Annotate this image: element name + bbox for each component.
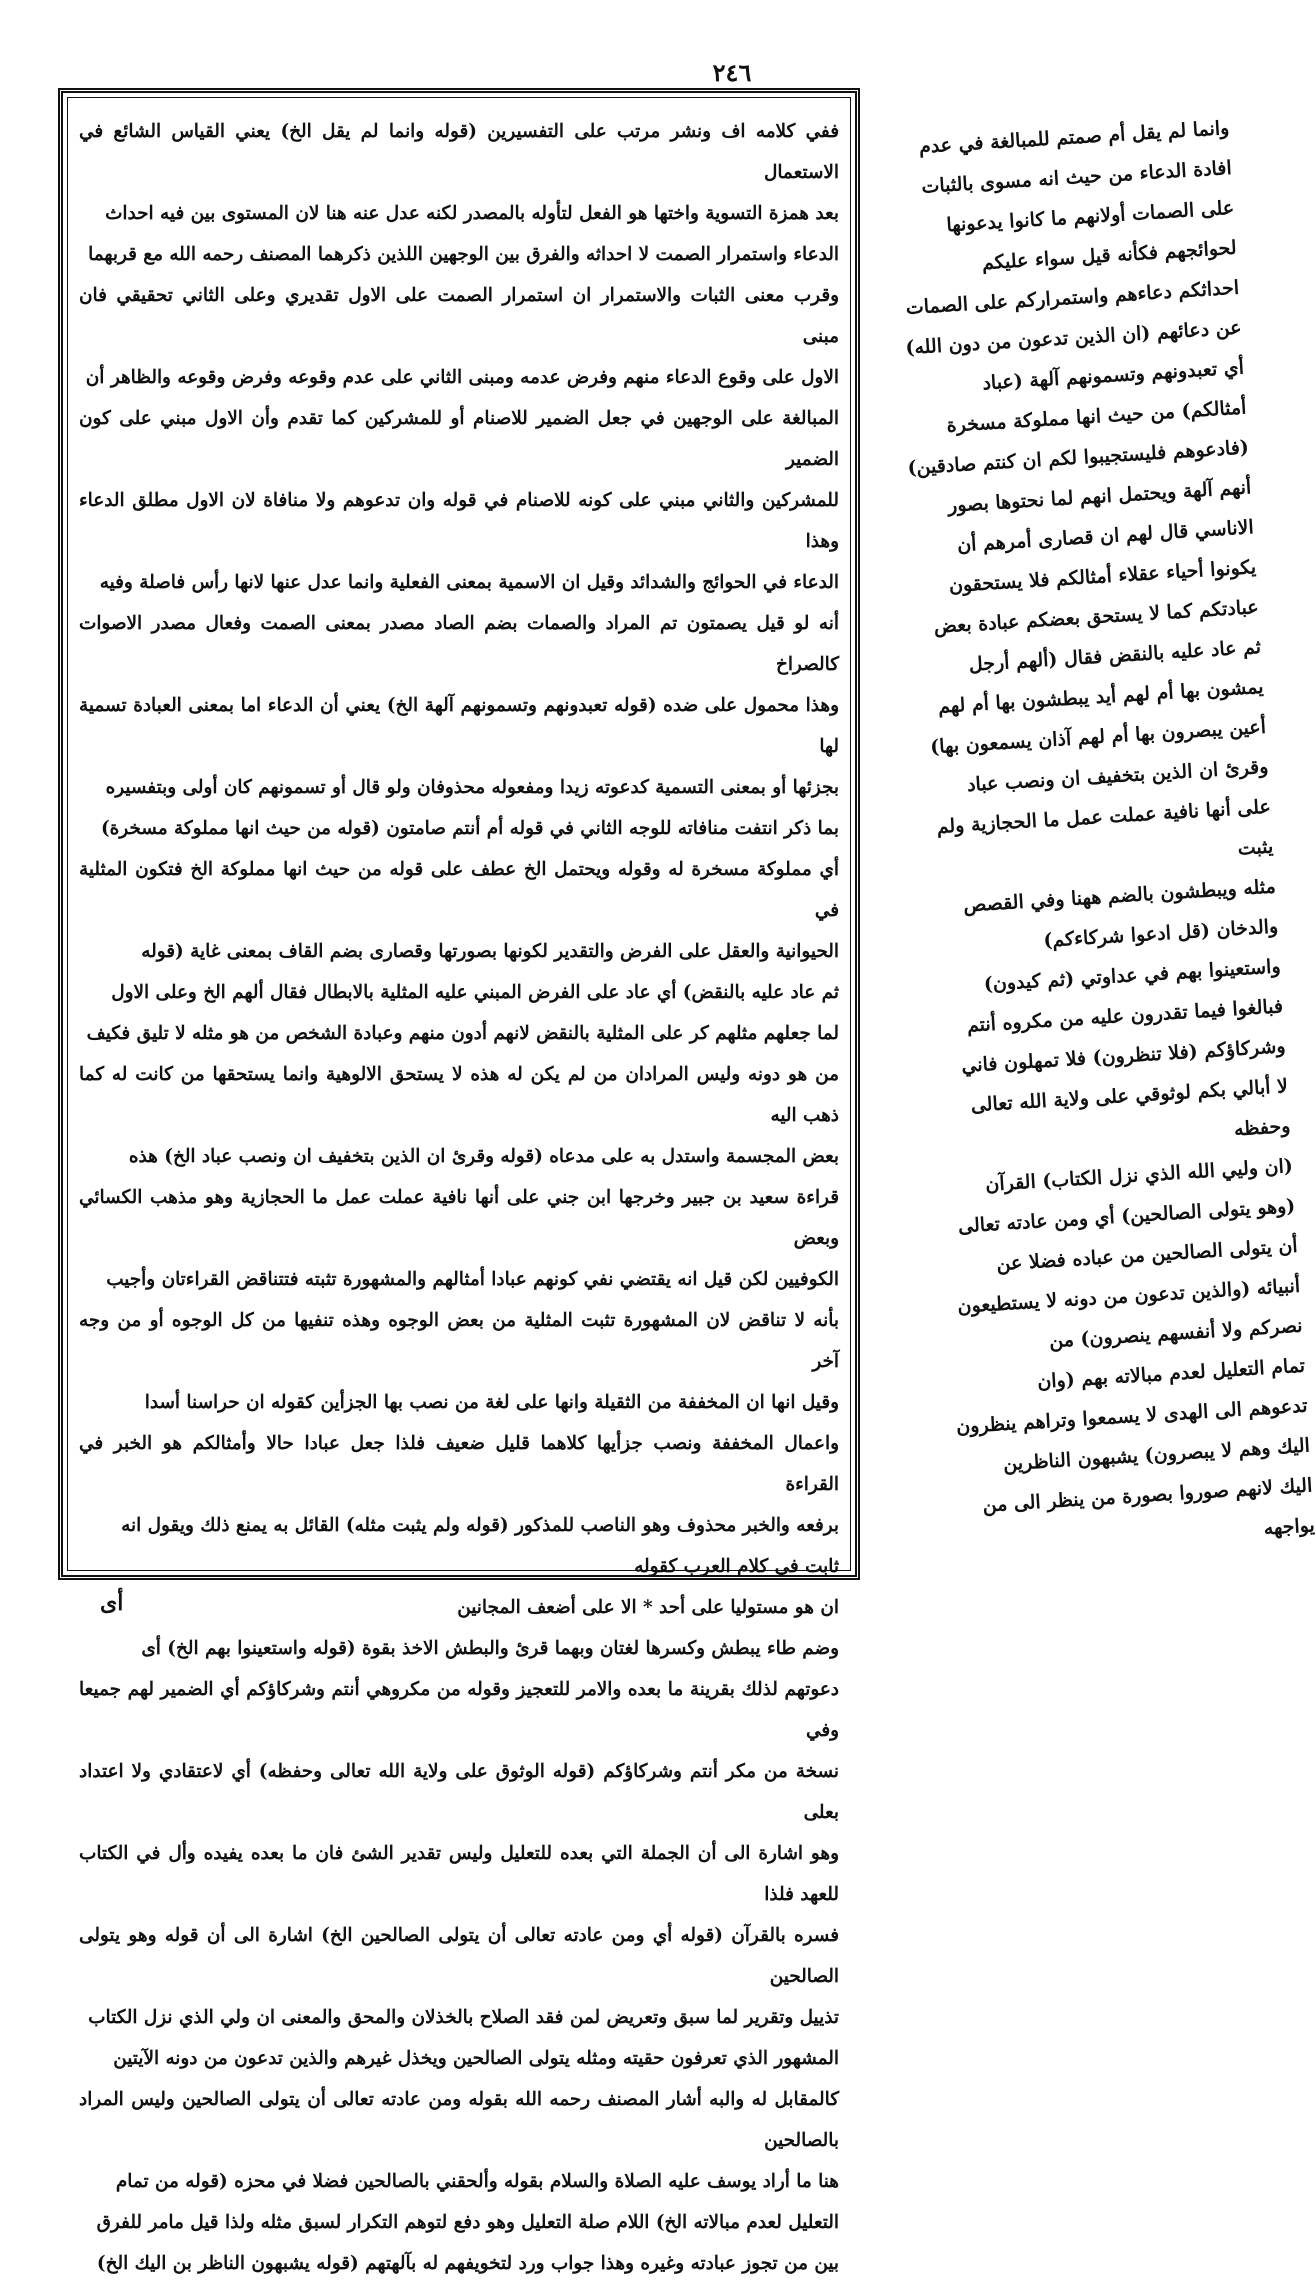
margin-commentary-text: وانما لم يقل أم صمتم للمبالغة في عدم افادة الدعاء من حيث انه مسوى بالثبات على الصمات أولانهم ما كانوا يدعونها لحوائجهم فكأنه قيل سواء عليكم احداثكم دعاءهم واستمراركم على الصمات عن دعائهم (ان الذين تدعون من دون الله) أي تعبدونهم وتسمونهم آلهة (عباد أمثالكم) من حيث انها مملوكة مسخرة (فادعوهم فليستجيبوا لكم ان كنتم صادقين) أنهم آلهة ويحتمل انهم لما نحتوها بصور الاناسي قال لهم ان قصارى أمرهم أن يكونوا أحياء عقلاء أمثالكم فلا يستحقون عبادتكم كما لا يستحق بعضكم عبادة بعض ثم عاد عليه بالنقض فقال (ألهم أرجل يمشون بها أم لهم أيد يبطشون بها أم لهم أعين يبصرون بها أم لهم آذان يسمعون بها) وقرئ ان الذين بتخفيف ان ونصب عباد على أنها نافية عملت عمل ما الحجازية ولم يثبت مثله ويبطشون بالضم ههنا وفي القصص والدخان (قل ادعوا شركاءكم) واستعينوا بهم في عداوتي (ثم كيدون) فبالغوا فيما تقدرون عليه من مكروه أنتم وشركاؤكم (فلا تنظرون) فلا تمهلون فاني لا أبالي بكم لوثوقي على ولاية الله تعالى وحفظه (ان وليي الله الذي نزل الكتاب) القرآن (وهو يتولى الصالحين) أي ومن عادته تعالى أن يتولى الصالحين من عباده فضلا عن أنبيائه (والذين تدعون من دونه لا يستطيعون نصركم ولا أنفسهم ينصرون) من تمام التعليل لعدم مبالاته بهم (وان تدعوهم الى الهدى لا يسمعوا وتراهم ينظرون اليك وهم لا يبصرون) يشبهون الناظرين اليك لانهم صوروا بصورة من ينظر الى من يواجهه: [904, 116, 1316, 1540]
main-text-frame: [58, 88, 860, 2274]
margin-column: [858, 108, 1316, 1618]
page-number: ٢٤٦: [712, 58, 752, 87]
catchword: أى: [100, 1590, 124, 1616]
main-commentary-text: ففي كلامه اف ونشر مرتب على التفسيرين (قوله وانما لم يقل الخ) يعني القياس الشائع في الاستعمال بعد همزة التسوية واختها هو الفعل لتأوله بالمصدر لكنه عدل عنه هنا لان المستوى بين فيه احداث الدعاء واستمرار الصمت لا احداثه والفرق بين الوجهين اللذين ذكرهما المصنف رحمه الله مع قربهما وقرب معنى الثبات والاستمرار ان استمرار الصمت على الاول تقديري وعلى الثاني تحقيقي فان مبنى الاول على وقوع الدعاء منهم وفرض عدمه ومبنى الثاني على عدم وقوعه وفرض وقوعه والظاهر أن المبالغة على الوجهين في جعل الضمير للاصنام أو للمشركين كما تقدم وأن الاول مبني على كون الضمير للمشركين والثاني مبني على كونه للاصنام في قوله وان تدعوهم ولا منافاة لان الاول مطلق الدعاء وهذا الدعاء في الحوائج والشدائد وقيل ان الاسمية بمعنى الفعلية وانما عدل عنها لانها رأس فاصلة وفيه أنه لو قيل يصمتون تم المراد والصمات بضم الصاد مصدر بمعنى الصمت وفعال مصدر الاصوات كالصراخ وهذا محمول على ضده (قوله تعبدونهم وتسمونهم آلهة الخ) يعني أن الدعاء اما بمعنى العبادة تسمية لها بجزئها أو بمعنى التسمية كدعوته زيدا ومفعوله محذوفان ولو قال أو تسمونهم كان أولى وبتفسيره بما ذكر انتفت منافاته للوجه الثاني في قوله أم أنتم صامتون (قوله من حيث انها مملوكة مسخرة) أي مملوكة مسخرة له وقوله ويحتمل الخ عطف على قوله من حيث انها مملوكة الخ فتكون المثلية في الحيوانية والعقل على الفرض والتقدير لكونها بصورتها وقصارى بضم القاف بمعنى غاية (قوله ثم عاد عليه بالنقض) أي عاد على الفرض المبني عليه المثلية بالابطال فقال ألهم الخ وعلى الاول لما جعلهم مثلهم كر على المثلية بالنقض لانهم أدون منهم وعبادة الشخص من هو مثله لا تليق فكيف من هو دونه وليس المرادان من لم يكن له هذه لا يستحق الالوهية وانما يستحقها من كانت له كما ذهب اليه بعض المجسمة واستدل به على مدعاه (قوله وقرئ ان الذين بتخفيف ان ونصب عباد الخ) هذه قراءة سعيد بن جبير وخرجها ابن جني على أنها نافية عملت عمل ما الحجازية وهو مذهب الكسائي وبعض الكوفيين لكن قيل انه يقتضي نفي كونهم عبادا أمثالهم والمشهورة تثبته فتتناقض القراءتان وأجيب بأنه لا تناقض لان المشهورة تثبت المثلية من بعض الوجوه وهذه تنفيها من كل الوجوه أو من وجه آخر وقيل انها ان المخففة من الثقيلة وانها على لغة من نصب بها الجزأين كقوله ان حراسنا أسدا واعمال المخففة ونصب جزأيها كلاهما قليل ضعيف فلذا جعل عبادا حالا وأمثالكم هو الخبر في القراءة برفعه والخبر محذوف وهو الناصب للمذكور (قوله ولم يثبت مثله) القائل به يمنع ذلك ويقول انه ثابت في كلام العرب كقوله ان هو مستوليا على أحد * الا على أضعف المجانين وضم طاء يبطش وكسرها لغتان وبهما قرئ والبطش الاخذ بقوة (قوله واستعينوا بهم الخ) أى دعوتهم لذلك بقرينة ما بعده والامر للتعجيز وقوله من مكروهي أنتم وشركاؤكم أي الضمير لهم جميعا وفي نسخة من مكر أنتم وشركاؤكم (قوله الوثوق على ولاية الله تعالى وحفظه) أي لاعتقادي ولا اعتداد بعلى وهو اشارة الى أن الجملة التي بعده للتعليل وليس تقدير الشئ فان ما بعده يفيده وأل في الكتاب للعهد فلذا فسره بالقرآن (قوله أي ومن عادته تعالى أن يتولى الصالحين الخ) اشارة الى أن قوله وهو يتولى الصالحين تذييل وتقرير لما سبق وتعريض لمن فقد الصلاح بالخذلان والمحق والمعنى ان ولي الذي نزل الكتاب المشهور الذي تعرفون حقيته ومثله يتولى الصالحين ويخذل غيرهم والذين تدعون من دونه الآيتين كالمقابل له والبه أشار المصنف رحمه الله بقوله ومن عادته تعالى أن يتولى الصالحين وليس المراد بالصالحين هنا ما أراد يوسف عليه الصلاة والسلام بقوله وألحقني بالصالحين فضلا في محزه (قوله من تمام التعليل لعدم مبالاته الخ) اللام صلة التعليل وهو دفع لتوهم التكرار لسبق مثله ولذا قيل مامر للفرق بين من تجوز عبادته وغيره وهذا جواب ورد لتخويفهم له بآلهتهم (قوله يشبهون الناظر بن اليك الخ): [79, 121, 839, 2274]
